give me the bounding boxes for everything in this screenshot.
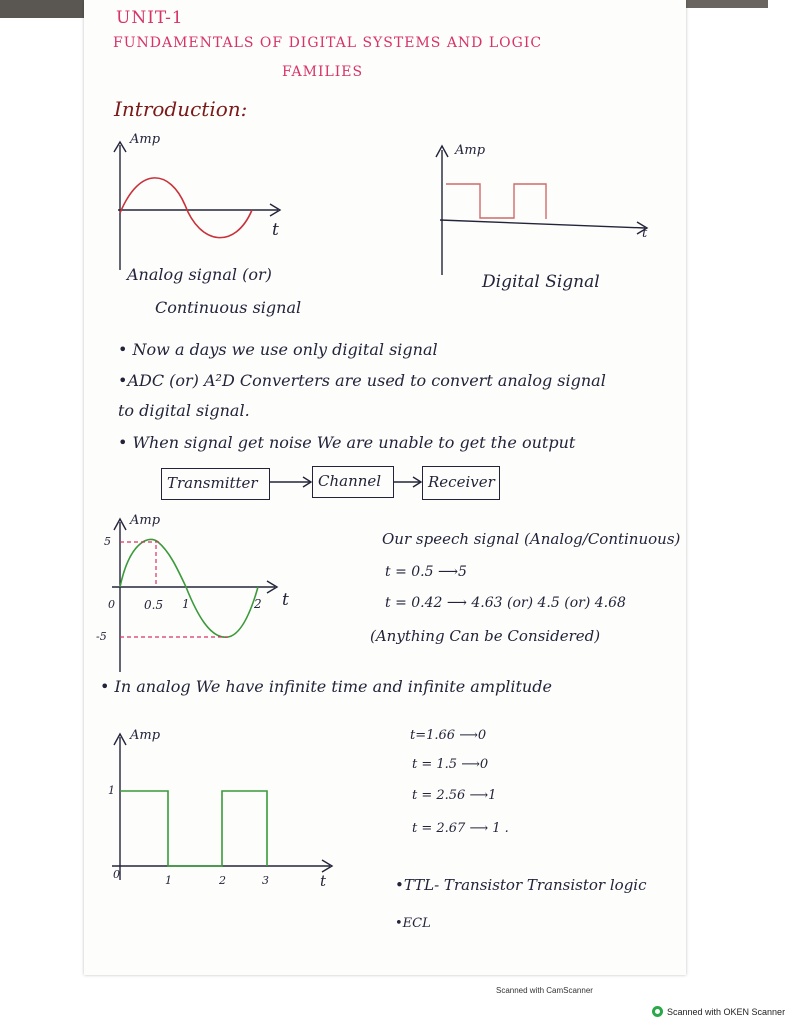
page-title-line2: FAMILIES xyxy=(282,64,364,80)
x-tick-label: 2 xyxy=(254,597,262,611)
speech-sine-graph xyxy=(112,519,277,672)
analog-caption-line2: Continuous signal xyxy=(155,298,302,317)
bullet-line: • When signal get noise We are unable to get the output xyxy=(118,433,576,452)
digital-caption: Digital Signal xyxy=(482,272,600,292)
t-label: t xyxy=(320,872,327,890)
y-tick-label: 1 xyxy=(108,784,115,797)
digital-note: t = 1.5 ⟶0 xyxy=(412,757,489,772)
origin-label: 0 xyxy=(108,598,115,611)
x-tick-label: 1 xyxy=(182,597,190,611)
bullet-line: to digital signal. xyxy=(118,401,250,420)
origin-label: 0 xyxy=(113,868,120,881)
channel-label: Channel xyxy=(318,472,382,490)
page-title: FUNDAMENTALS OF DIGITAL SYSTEMS AND LOGIC xyxy=(113,35,543,51)
amp-label: Amp xyxy=(130,132,161,147)
x-tick-label: 2 xyxy=(219,874,226,887)
receiver-label: Receiver xyxy=(428,473,495,491)
digital-pulse xyxy=(446,184,546,219)
sine-wave xyxy=(120,539,258,637)
digital-signal-graph xyxy=(436,146,647,275)
oken-logo-icon xyxy=(652,1006,663,1017)
bullet-line: •ADC (or) A²D Converters are used to convert analog signal xyxy=(118,371,606,390)
amp-label: Amp xyxy=(130,513,161,528)
speech-note: t = 0.5 ⟶5 xyxy=(385,564,467,580)
bullet-line: • Now a days we use only digital signal xyxy=(118,340,438,359)
speech-note: t = 0.42 ⟶ 4.63 (or) 4.5 (or) 4.68 xyxy=(385,595,626,611)
camscanner-footer: Scanned with CamScanner xyxy=(496,986,593,995)
analog-caption: Analog signal (or) xyxy=(127,265,272,284)
logic-note: •TTL- Transistor Transistor logic xyxy=(395,876,647,894)
x-tick-label: 3 xyxy=(262,874,269,887)
analog-wave xyxy=(120,178,252,238)
analog-note: • In analog We have infinite time and infinite amplitude xyxy=(100,677,552,696)
digital-note: t = 2.56 ⟶1 xyxy=(412,788,497,803)
unit-heading: UNIT-1 xyxy=(116,8,184,28)
oken-footer-label: Scanned with OKEN Scanner xyxy=(667,1006,785,1017)
x-tick-label: 0.5 xyxy=(144,598,164,612)
t-label: t xyxy=(272,220,279,240)
t-label: t xyxy=(282,590,289,610)
x-tick-label: 1 xyxy=(165,874,172,887)
y-tick-label: -5 xyxy=(96,630,107,643)
amp-label: Amp xyxy=(455,143,486,158)
analog-signal-graph xyxy=(114,142,280,270)
transmitter-label: Transmitter xyxy=(167,474,258,492)
intro-heading: Introduction: xyxy=(114,97,248,121)
t-label: t xyxy=(642,226,648,241)
y-tick-label: 5 xyxy=(104,535,111,548)
digital-note: t = 2.67 ⟶ 1 . xyxy=(412,821,509,836)
square-wave xyxy=(120,791,267,866)
digital-square-graph xyxy=(112,734,332,880)
speech-note: Our speech signal (Analog/Continuous) xyxy=(382,530,681,548)
logic-note: •ECL xyxy=(395,916,431,931)
speech-note: (Anything Can be Considered) xyxy=(370,627,601,645)
amp-label: Amp xyxy=(130,728,161,743)
oken-footer xyxy=(652,1006,785,1017)
digital-note: t=1.66 ⟶0 xyxy=(410,728,487,743)
